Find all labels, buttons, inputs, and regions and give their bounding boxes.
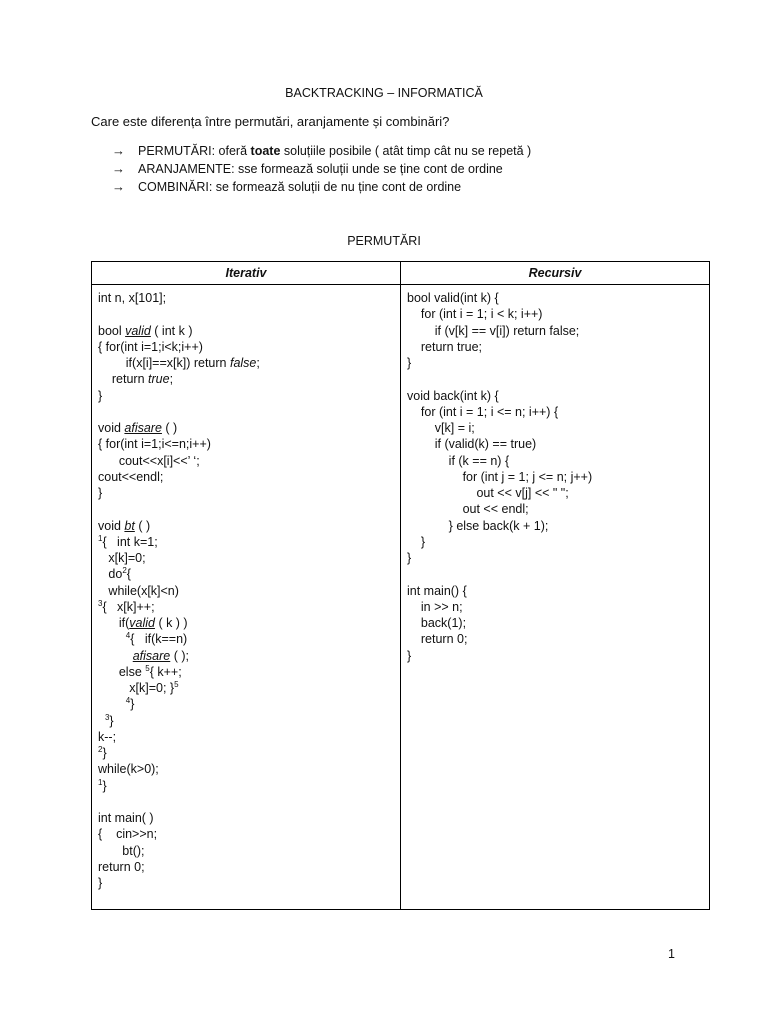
code-line: for (int i = 1; i < k; i++) xyxy=(407,307,543,322)
code-line: back(1); xyxy=(407,616,467,630)
list-item-text: ARANJAMENTE: sse formează soluții unde se ține cont de ordine xyxy=(138,162,503,176)
code-line: out << endl; xyxy=(407,502,529,517)
list-item-combinari xyxy=(112,178,531,196)
code-line: x[k]=0; xyxy=(98,551,146,565)
code-line: if (k == n) { xyxy=(407,453,510,468)
code-line: in >> n; xyxy=(407,599,463,614)
recursive-code-block xyxy=(401,285,709,664)
arrow-right-icon: → xyxy=(112,143,125,158)
code-line: while(k>0); xyxy=(98,762,159,777)
code-line: v[k] = i; xyxy=(407,421,475,435)
code-line: if(valid ( k ) ) xyxy=(98,616,188,630)
code-line: $^1${ int k=1; xyxy=(98,533,158,549)
code-line: cout<<endl; xyxy=(98,469,164,484)
code-line: $^1$} xyxy=(98,777,107,793)
code-line: void back(int k) { xyxy=(407,388,499,403)
iterative-code-cell xyxy=(92,285,401,910)
list-item-aranjamente xyxy=(112,160,531,178)
code-line xyxy=(98,404,400,420)
code-line: return true; xyxy=(98,372,174,387)
code-line: return true; xyxy=(407,339,483,354)
code-line xyxy=(98,501,400,517)
code-comparison-table xyxy=(91,261,710,910)
code-line: } else back(k + 1); xyxy=(407,518,549,533)
code-line: { cin>>n; xyxy=(98,827,158,842)
column-header-iterativ: Iterativ xyxy=(92,262,401,285)
code-line: if (valid(k) == true) xyxy=(407,437,537,452)
code-line: $^3${ x[k]++; xyxy=(98,598,155,614)
code-line: while(x[k]<n) xyxy=(98,583,179,598)
code-line: $^4$} xyxy=(125,696,135,712)
code-line: $^3$} xyxy=(104,712,114,728)
arrow-right-icon: → xyxy=(112,179,125,194)
code-line: $^4${ if(k==n) xyxy=(125,631,188,647)
list-item-text: PERMUTĂRI: oferă toate soluțiile posibile ( atât timp cât nu se repetă ) xyxy=(138,144,532,158)
code-line xyxy=(407,566,709,582)
code-line: for (int j = 1; j <= n; j++) xyxy=(407,469,593,484)
code-line: void afisare ( ) xyxy=(98,421,178,435)
list-item-permutari xyxy=(112,142,531,160)
code-line: return 0; xyxy=(98,859,145,874)
code-line: } xyxy=(407,356,412,370)
code-line: bt(); xyxy=(98,843,145,858)
code-line: bool valid ( int k ) xyxy=(98,323,193,338)
document-title: BACKTRACKING – INFORMATICĂ xyxy=(285,86,483,100)
code-line: } xyxy=(407,648,412,663)
arrow-right-icon: → xyxy=(112,161,125,176)
code-line: } xyxy=(98,486,103,500)
code-line: out << v[j] << " "; xyxy=(407,486,569,500)
code-line: $^2$} xyxy=(98,744,107,760)
code-line: bool valid(int k) { xyxy=(407,291,499,305)
emphasis-text: toate xyxy=(250,144,281,158)
code-line: afisare ( ); xyxy=(132,648,190,663)
column-header-recursiv: Recursiv xyxy=(401,262,710,285)
code-line xyxy=(98,794,400,810)
code-line: void bt ( ) xyxy=(98,518,151,533)
section-title: PERMUTĂRI xyxy=(347,234,421,248)
code-line: for (int i = 1; i <= n; i++) { xyxy=(407,404,559,419)
page-number: 1 xyxy=(668,947,675,961)
code-line xyxy=(98,306,400,322)
code-line: else $^5${ k++; xyxy=(98,663,182,679)
iterative-code-block xyxy=(92,285,400,891)
code-line: } xyxy=(98,388,103,403)
code-line: $do^2${ xyxy=(98,566,131,582)
code-line: k--; xyxy=(98,729,117,744)
code-line: { for(int i=1;i<=n;i++) xyxy=(98,437,211,452)
code-line: int main( ) xyxy=(98,811,154,825)
code-line: cout<<x[i]<<’ ‘; xyxy=(98,453,200,468)
question-text: Care este diferența între permutări, aranjamente și combinări? xyxy=(91,114,450,129)
code-line: } xyxy=(98,876,103,890)
code-line: return 0; xyxy=(407,632,468,647)
code-line: } xyxy=(407,551,412,565)
code-line: int main() { xyxy=(407,583,467,598)
code-line: x[k]=0; }$^5$ xyxy=(98,679,179,695)
code-line: if (v[k] == v[i]) return false; xyxy=(407,323,580,338)
code-line xyxy=(407,371,709,387)
code-line: int n, x[101]; xyxy=(98,291,167,305)
list-item-text: COMBINĂRI: se formează soluții de nu ține cont de ordine xyxy=(138,180,462,194)
code-line: { for(int i=1;i<k;i++) xyxy=(98,339,203,354)
code-line: if(x[i]==x[k]) return false; xyxy=(98,356,260,370)
code-line: } xyxy=(407,534,426,549)
definition-list xyxy=(112,142,531,196)
recursive-code-cell xyxy=(401,285,710,910)
